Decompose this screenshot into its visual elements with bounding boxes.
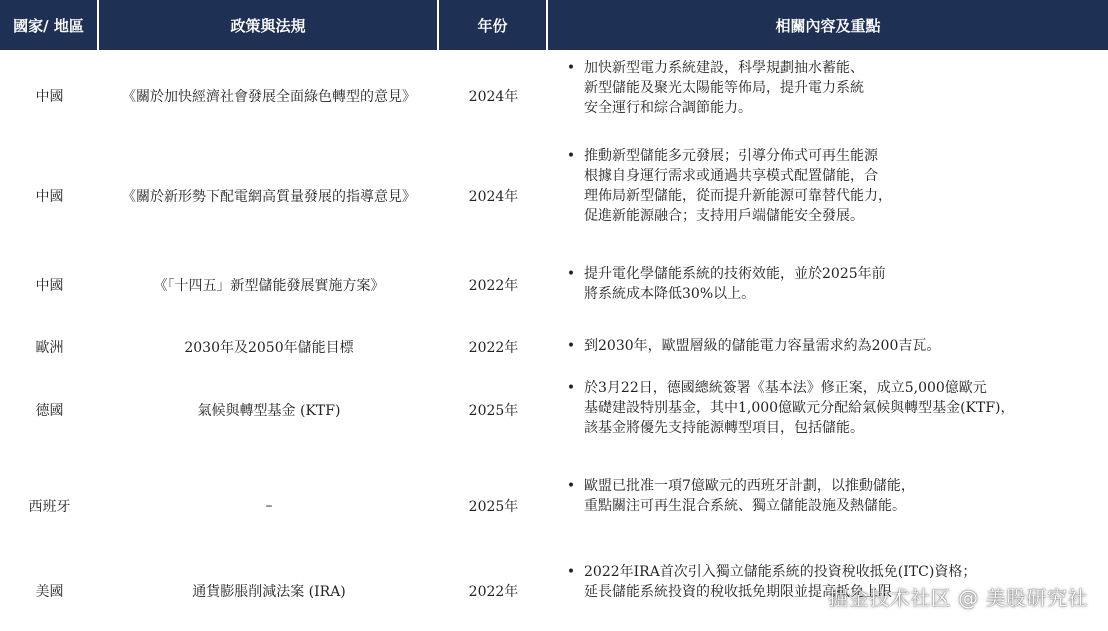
watermark: 掘金技术社区 @ 美股研究社 xyxy=(828,586,1088,610)
bullet-icon: • xyxy=(566,338,576,354)
header-policy: 政策與法規 xyxy=(99,0,439,50)
year-cell: 2022年 xyxy=(468,340,519,356)
year-cell: 2022年 xyxy=(468,584,519,600)
region-cell: 德國 xyxy=(35,403,64,419)
bullet-icon: • xyxy=(566,478,576,494)
bullet-icon: • xyxy=(566,148,576,164)
detail-cell xyxy=(548,378,1108,442)
detail-text: 2022年IRA首次引入獨立儲能系統的投資稅收抵免(ITC)資格； 延長儲能系統投資的稅收抵免期限並提高抵免上限 xyxy=(584,564,977,600)
table-row xyxy=(0,264,1108,306)
year-cell: 2024年 xyxy=(468,189,519,205)
table-row xyxy=(0,476,1108,518)
detail-text: 於3月22日，德國總統簽署《基本法》修正案，成立5,000億歐元 基礎建設特別基金，其中1,000億歐元分配給氣候與轉型基金(KTF)， 該基金將優先支持能源轉型項目，包括儲能。 xyxy=(584,380,1015,436)
bullet-icon: • xyxy=(566,60,576,76)
detail-cell xyxy=(548,336,1108,358)
policy-cell: – xyxy=(265,498,273,514)
detail-cell xyxy=(548,58,1108,134)
policy-cell: 《關於新形勢下配電網高質量發展的指導意見》 xyxy=(122,189,416,205)
region-cell: 中國 xyxy=(35,189,64,205)
table-row xyxy=(0,146,1108,246)
year-cell: 2025年 xyxy=(468,403,519,419)
region-cell: 美國 xyxy=(35,584,64,600)
detail-cell xyxy=(548,146,1108,246)
header-detail: 相關內容及重點 xyxy=(775,16,881,35)
detail-cell xyxy=(548,264,1108,306)
detail-cell xyxy=(548,476,1108,518)
bullet-icon: • xyxy=(566,380,576,396)
table-row xyxy=(0,58,1108,134)
table-row xyxy=(0,336,1108,358)
region-cell: 歐洲 xyxy=(35,340,64,356)
bullet-icon: • xyxy=(566,564,576,580)
table-row xyxy=(0,378,1108,442)
region-cell: 西班牙 xyxy=(28,499,71,515)
policy-cell: 2030年及2050年儲能目標 xyxy=(184,340,354,356)
region-cell: 中國 xyxy=(35,278,64,294)
header-region: 國家∕ 地區 xyxy=(0,0,99,50)
detail-text: 提升電化學儲能系統的技術效能，並於2025年前 將系統成本降低30%以上。 xyxy=(584,266,886,302)
detail-text: 加快新型電力系統建設，科學規劃抽水蓄能、 新型儲能及聚光太陽能等佈局，提升電力系統 安全運行和綜合調節能力。 xyxy=(584,60,864,116)
year-cell: 2022年 xyxy=(468,278,519,294)
year-cell: 2025年 xyxy=(468,499,519,515)
header-year: 年份 xyxy=(439,0,548,50)
detail-text: 推動新型儲能多元發展；引導分佈式可再生能源 根據自身運行需求或通過共享模式配置儲能，合 理佈局新型儲能，從而提升新能源可靠替代能力， 促進新能源融合；支持用戶端儲能安全發展。 xyxy=(584,148,892,224)
region-cell: 中國 xyxy=(35,89,64,105)
policy-cell: 《「十四五」新型儲能發展實施方案》 xyxy=(153,278,385,294)
bullet-icon: • xyxy=(566,266,576,282)
detail-text: 歐盟已批准一項7億歐元的西班牙計劃，以推動儲能， 重點關注可再生混合系統、獨立儲能設施及熱儲能。 xyxy=(584,478,915,514)
policy-cell: 《關於加快經濟社會發展全面綠色轉型的意見》 xyxy=(122,89,416,105)
detail-text: 到2030年，歐盟層級的儲能電力容量需求約為200吉瓦。 xyxy=(584,338,941,354)
policy-cell: 氣候與轉型基金 (KTF) xyxy=(197,403,341,419)
table-header xyxy=(0,0,1108,50)
policy-cell: 通貨膨脹削減法案 (IRA) xyxy=(192,584,346,600)
year-cell: 2024年 xyxy=(468,89,519,105)
